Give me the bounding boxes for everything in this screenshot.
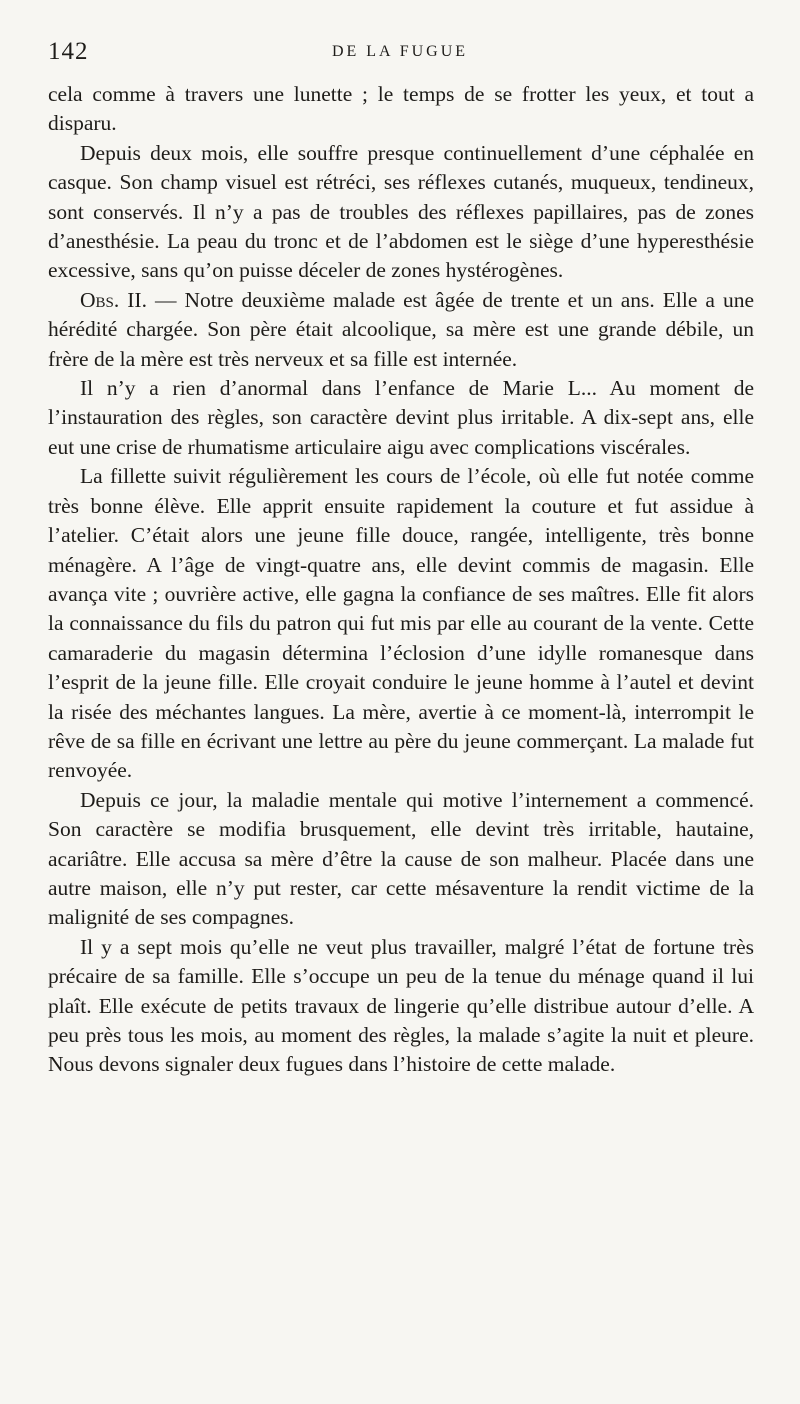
paragraph-current-state: Il y a sept mois qu’elle ne veut plus travailler, malgré l’état de fortune très précaire de sa famille. Elle s’occupe un peu de la tenue du ménage quand il lui plaît. Elle exécute de petits travaux de lingerie qu’elle distribue autour d’elle. A peu près tous les mois, au moment des règles, la malade s’agite la nuit et pleure. Nous devons signaler deux fugues dans l’histoire de cette malade. <box>48 934 754 1077</box>
paragraph-childhood: Il n’y a rien d’anormal dans l’enfance de Marie L... Au moment de l’instauration des règles, son caractère devint plus irritable. A dix-sept ans, elle eut une crise de rhumatisme articulaire aigu avec complications viscérales. <box>48 376 754 459</box>
paragraph-continuation: cela comme à travers une lunette ; le temps de se frotter les yeux, et tout a disparu. <box>48 82 754 136</box>
page-number: 142 <box>48 38 89 65</box>
paragraph-observation-2 <box>48 286 754 374</box>
paragraph-symptoms: Depuis deux mois, elle souffre presque continuellement d’une céphalée en casque. Son champ visuel est rétréci, ses réflexes cutanés, muqueux, tendineux, sont conservés. Il n’y a pas de troubles des réflexes papillaires, pas de zones d’anesthésie. La peau du tronc et de l’abdomen est le siège d’une hyperesthésie excessive, sans qu’on puisse déceler de zones hystérogènes. <box>48 140 754 283</box>
observation-text: — Notre deuxième malade est âgée de trente et un ans. Elle a une hérédité chargée. Son père était alcoolique, sa mère est une grande débile, un frère de la mère est très nerveux et sa fille est internée. <box>48 287 755 371</box>
running-title: DE LA FUGUE <box>331 43 469 60</box>
paragraph-youth: La fillette suivit régulièrement les cours de l’école, où elle fut notée comme très bonne élève. Elle apprit ensuite rapidement la couture et fut assidue à l’atelier. C’était alors une jeune fille douce, rangée, intelligente, très bonne ménagère. A l’âge de vingt-quatre ans, elle devint commis de magasin. Elle avança vite ; ouvrière active, elle gagna la confiance de ses maîtres. Elle fit alors la connaissance du fils du patron qui fut mis par elle au courant de la vente. Cette camaraderie du magasin détermina l’éclosion d’une idylle romanesque dans l’esprit de la jeune fille. Elle croyait conduire le jeune homme à l’autel et devint la risée des méchantes langues. La mère, avertie à ce moment-là, interrompit le rêve de sa fille en écrivant une lettre au père du jeune commerçant. La malade fut renvoyée. <box>48 464 754 783</box>
body-text <box>48 80 754 1080</box>
observation-label: Obs. II. <box>80 287 147 312</box>
paragraph-illness-onset: Depuis ce jour, la maladie mentale qui motive l’internement a commencé. Son caractère se modifia brusquement, elle devint très irritable, hautaine, acariâtre. Elle accusa sa mère d’être la cause de son malheur. Placée dans une autre maison, elle n’y put rester, car cette mésaventure la rendit victime de la malignité de ses compagnes. <box>48 787 754 930</box>
running-head <box>48 38 752 72</box>
